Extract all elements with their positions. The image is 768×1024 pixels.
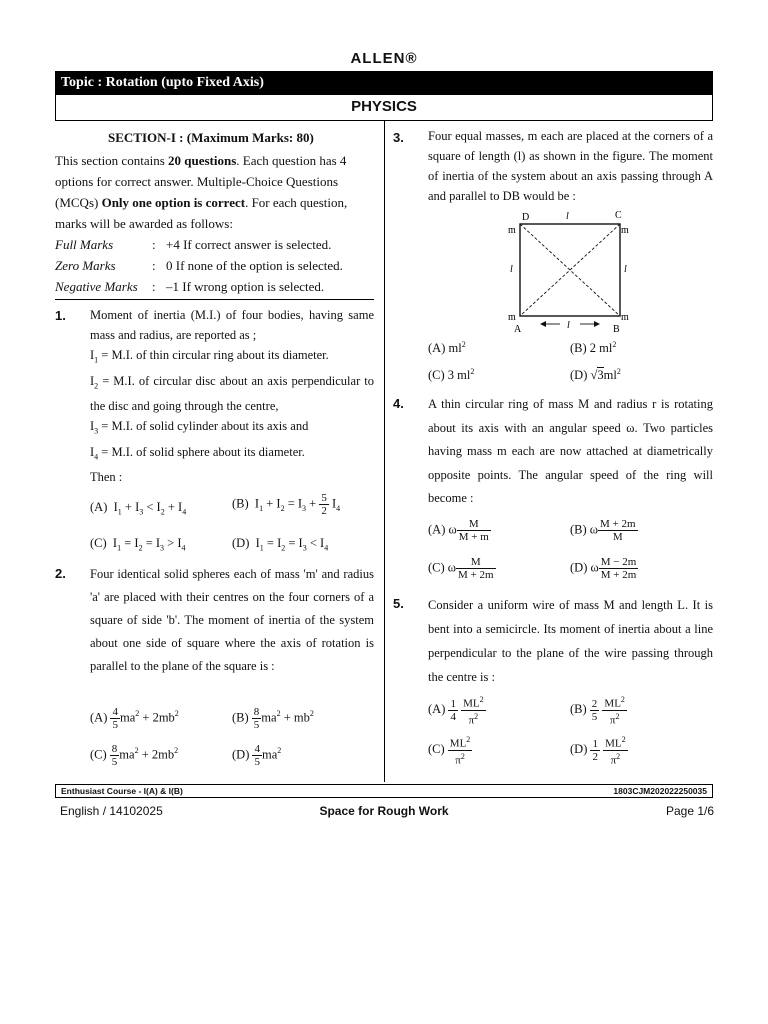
question-1-text: Moment of inertia (M.I.) of four bodies, having same mass and radius, are reported as ; $I_1 = M.I$. of thin circular ring about its diameter. $I_2 = M.I$. of circular disc about an axis perpendicular to the disc and going through the centre, $I_3 = M.I$. of solid cylinder about its axis and $I_4 = M.I$. of solid sphere about its diameter. Then : <box>90 308 375 484</box>
mass-label: m <box>508 225 516 236</box>
question-4-text: A thin circular ring of mass M and radius r is rotating about its axis with an angular speed ω. Two particles having mass m each are now attached at diametrically opposite points. The angular speed of the ring will become : <box>428 397 713 505</box>
q3-option-c[interactable]: (C) 3 $ml^2$ <box>428 367 475 383</box>
label-c: C <box>615 210 622 221</box>
q1-option-d[interactable]: (D) $I_1 = I_2 = I_3 < I_4$ <box>232 536 329 553</box>
q4-option-d[interactable]: (D) ω $\frac{M - 2m}{M + 2m}$ <box>570 556 637 581</box>
q5-option-b[interactable]: (B) $\frac{2}{5}$ $\frac{ML^2}{\pi^2}$ <box>570 695 625 727</box>
q4-option-c[interactable]: (C) ω $\frac{M}{M + 2m}$ <box>428 556 494 581</box>
footer-bar <box>55 784 713 798</box>
square-masses-figure <box>500 208 640 336</box>
side-label: l <box>566 211 569 222</box>
side-label: l <box>510 264 513 275</box>
subject-title: PHYSICS <box>55 95 713 121</box>
question-2-text: Four identical solid spheres each of mass 'm' and radius 'a' are placed with their centres on the four corners of a square of side 'b'. The moment of inertia of the system about one side of square where the axis of rotation is parallel to the plane of the square is : <box>90 567 374 673</box>
side-label: l <box>624 264 627 275</box>
section-divider <box>55 299 374 300</box>
label-a: A <box>514 324 522 335</box>
course-name: Enthusiast Course - I(A) & I(B) <box>61 786 183 796</box>
arrow-left-icon <box>540 321 546 327</box>
q1-option-b[interactable]: (B) $I_1 + I_2 = I_3$ + $\frac{5}{2}$ $I_4$ <box>232 492 341 517</box>
mass-label: m <box>508 312 516 323</box>
column-divider <box>384 121 385 782</box>
q1-option-c[interactable]: (C) $I_1 = I_2 = I_3 > I_4$ <box>90 536 186 553</box>
side-label: l <box>567 320 570 331</box>
question-number: 3. <box>393 130 404 145</box>
question-number: 4. <box>393 396 404 411</box>
q2-option-b[interactable]: (B) $\frac{8}{5}$ $ma^2 + mb^2$ <box>232 706 314 731</box>
question-5-text: Consider a uniform wire of mass M and length L. It is bent into a semicircle. Its moment of inertia about a line perpendicular to the plane of the wire passing through the centre is : <box>428 598 713 684</box>
q1-option-a[interactable]: (A) $I_1 + I_3 < I_2 + I_4$ <box>90 500 187 517</box>
label-b: B <box>613 324 620 335</box>
topic-bar: Topic : Rotation (upto Fixed Axis) <box>55 71 713 95</box>
paper-code: 1803CJM202022250035 <box>613 786 707 796</box>
q5-option-d[interactable]: (D) $\frac{1}{2}$ $\frac{ML^2}{\pi^2}$ <box>570 735 626 767</box>
q4-option-a[interactable]: (A) ω $\frac{M}{M + m}$ <box>428 518 489 543</box>
mass-label: m <box>621 312 629 323</box>
q3-option-a[interactable]: (A) $ml^2$ <box>428 340 466 356</box>
section-intro: This section contains 20 questions. Each question has 4 options for correct answer. Multiple-Choice Questions (MCQs) Only one option is correct. For each question, marks will be awarded as follows: <box>55 153 348 231</box>
arrow-right-icon <box>594 321 600 327</box>
q3-option-d[interactable]: (D) $√3ml^2$ <box>570 367 621 383</box>
q3-option-b[interactable]: (B) 2 $ml^2$ <box>570 340 617 356</box>
q5-option-c[interactable]: (C) $\frac{ML^2}{\pi^2}$ <box>428 735 471 767</box>
q2-option-a[interactable]: (A) $\frac{4}{5}$ $ma^2 + 2mb^2$ <box>90 706 179 731</box>
question-3-text: Four equal masses, m each are placed at the corners of a square of length (l) as shown in the figure. The moment of inertia of the system about an axis passing through A and parallel to DB would be : <box>428 129 713 203</box>
question-number: 5. <box>393 596 404 611</box>
language-date: English / 14102025 <box>60 804 163 818</box>
marking-scheme: Full Marks : +4 If correct answer is selected. Zero Marks : 0 If none of the option is selected. Negative Marks : –1 If wrong option is selected. <box>55 237 343 294</box>
page-number: Page 1/6 <box>666 804 715 818</box>
section-title: SECTION-I : (Maximum Marks: 80) <box>108 130 314 145</box>
q2-option-d[interactable]: (D) $\frac{4}{5}$ $ma^2$ <box>232 743 282 768</box>
q4-option-b[interactable]: (B) ω $\frac{M + 2m}{M}$ <box>570 518 636 543</box>
rough-work-label: Space for Rough Work <box>319 804 449 818</box>
question-number: 1. <box>55 308 66 323</box>
question-number: 2. <box>55 566 66 581</box>
mass-label: m <box>621 225 629 236</box>
label-d: D <box>522 212 530 223</box>
q5-option-a[interactable]: (A) $\frac{1}{4}$ $\frac{ML^2}{\pi^2}$ <box>428 695 484 727</box>
q2-option-c[interactable]: (C) $\frac{8}{5}$ $ma^2 + 2mb^2$ <box>90 743 179 768</box>
brand-logo: ALLEN® <box>350 50 418 67</box>
